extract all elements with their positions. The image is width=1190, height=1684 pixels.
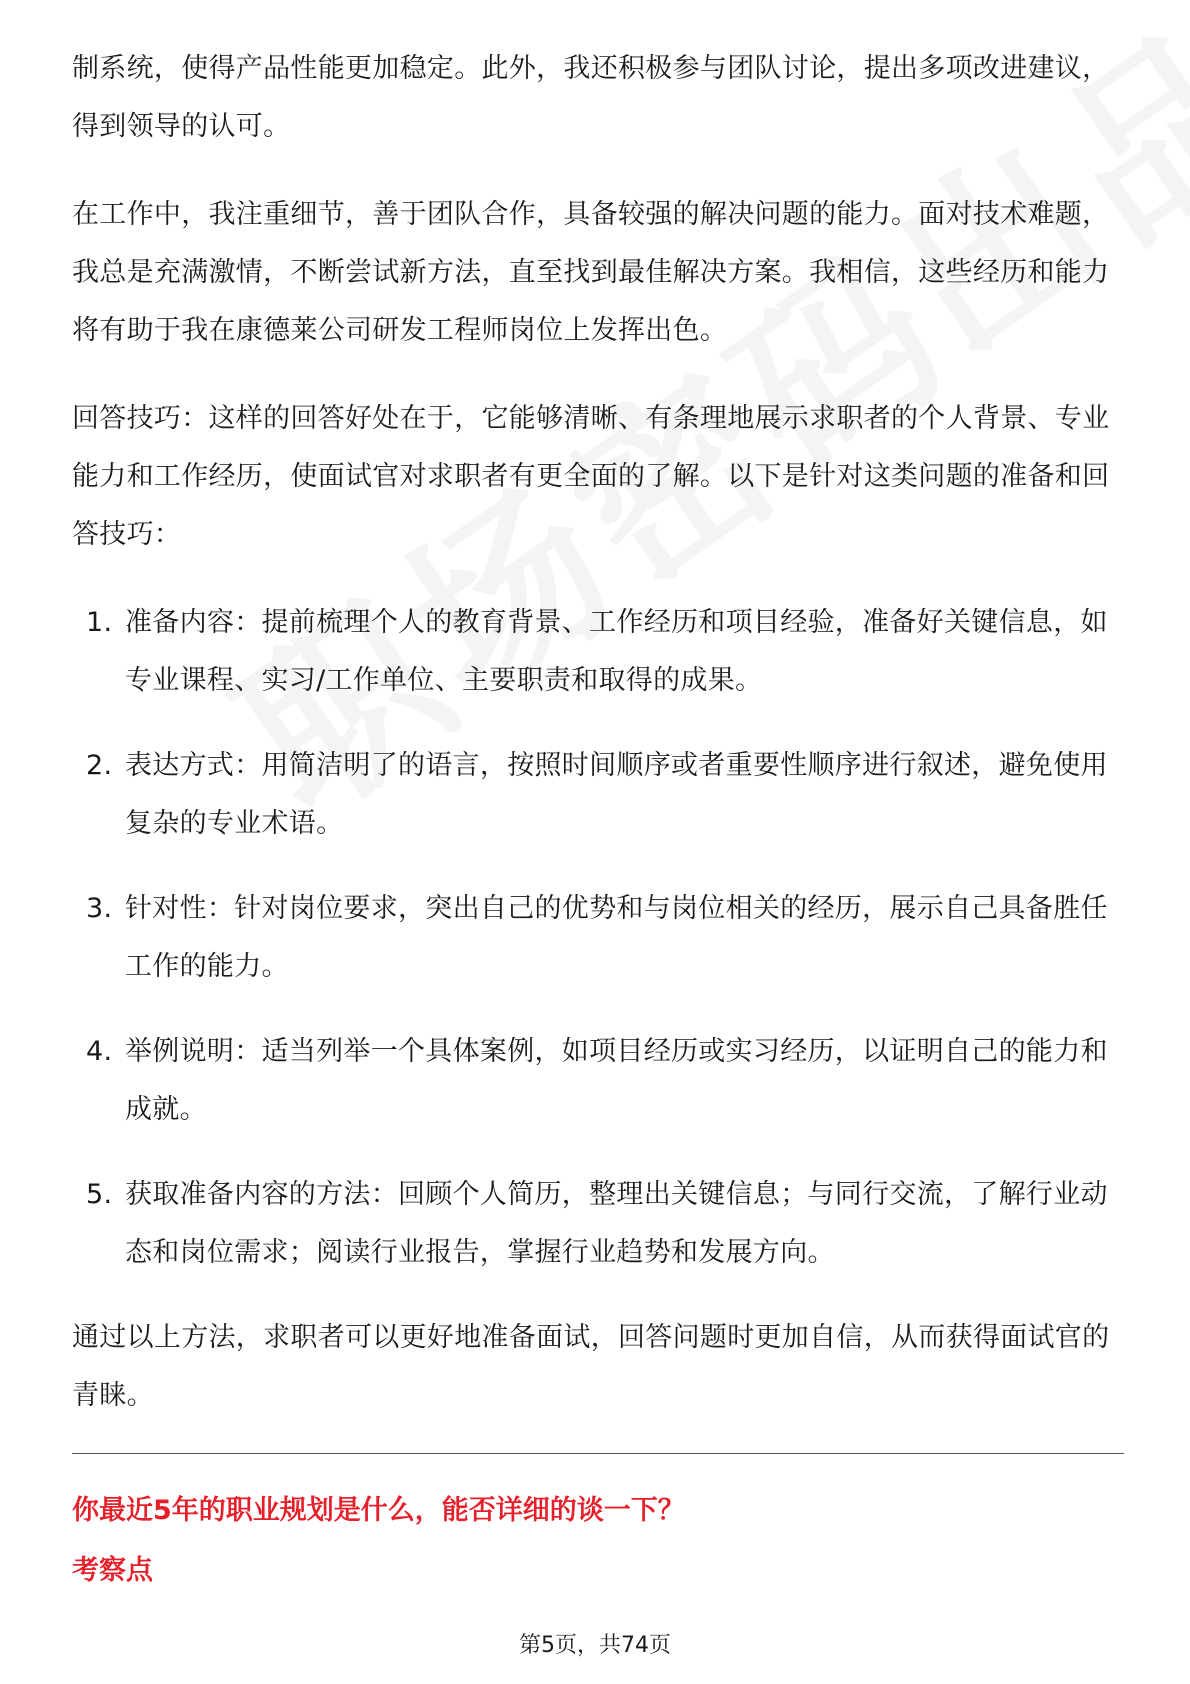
list-item (72, 594, 1124, 710)
next-question-heading: 你最近5年的职业规划是什么，能否详细的谈一下？ (72, 1495, 685, 1526)
list-item-number: 3. (86, 893, 113, 924)
list-item (72, 1166, 1124, 1282)
paragraph-answer-tips-intro: 回答技巧：这样的回答好处在于，它能够清晰、有条理地展示求职者的个人背景、专业能力和工作经历，使面试官对求职者有更全面的了解。以下是针对这类问题的准备和回答技巧： (72, 403, 1110, 550)
list-item-number: 4. (86, 1036, 113, 1067)
paragraph-continuation: 制系统，使得产品性能更加稳定。此外，我还积极参与团队讨论，提出多项改进建议，得到领导的认可。 (72, 53, 1110, 142)
main-content (72, 40, 1124, 1455)
paragraph-closing: 通过以上方法，求职者可以更好地准备面试，回答问题时更加自信，从而获得面试官的青睐。 (72, 1322, 1110, 1411)
list-item (72, 737, 1124, 853)
tips-list (72, 594, 1124, 1282)
section-label: 考察点 (72, 1555, 153, 1586)
list-item-text: 表达方式：用简洁明了的语言，按照时间顺序或者重要性顺序进行叙述，避免使用复杂的专业术语。 (125, 750, 1108, 839)
list-item-text: 获取准备内容的方法：回顾个人简历，整理出关键信息；与同行交流，了解行业动态和岗位需求；阅读行业报告，掌握行业趋势和发展方向。 (125, 1179, 1108, 1268)
list-item (72, 1023, 1124, 1139)
list-item-text: 举例说明：适当列举一个具体案例，如项目经历或实习经历，以证明自己的能力和成就。 (125, 1036, 1108, 1125)
list-item (72, 880, 1124, 996)
page-number-footer: 第5页，共74页 (519, 1633, 671, 1658)
list-item-number: 5. (86, 1179, 113, 1210)
list-item-text: 针对性：针对岗位要求，突出自己的优势和与岗位相关的经历，展示自己具备胜任工作的能力。 (125, 893, 1108, 982)
list-item-number: 1. (86, 607, 113, 638)
list-item-number: 2. (86, 750, 113, 781)
list-item-text: 准备内容：提前梳理个人的教育背景、工作经历和项目经验，准备好关键信息，如专业课程、实习/工作单位、主要职责和取得的成果。 (125, 607, 1108, 696)
section-divider (72, 1453, 1124, 1454)
paragraph-experience: 在工作中，我注重细节，善于团队合作，具备较强的解决问题的能力。面对技术难题，我总是充满激情，不断尝试新方法，直至找到最佳解决方案。我相信，这些经历和能力将有助于我在康德莱公司研发工程师岗位上发挥出色。 (72, 199, 1110, 346)
